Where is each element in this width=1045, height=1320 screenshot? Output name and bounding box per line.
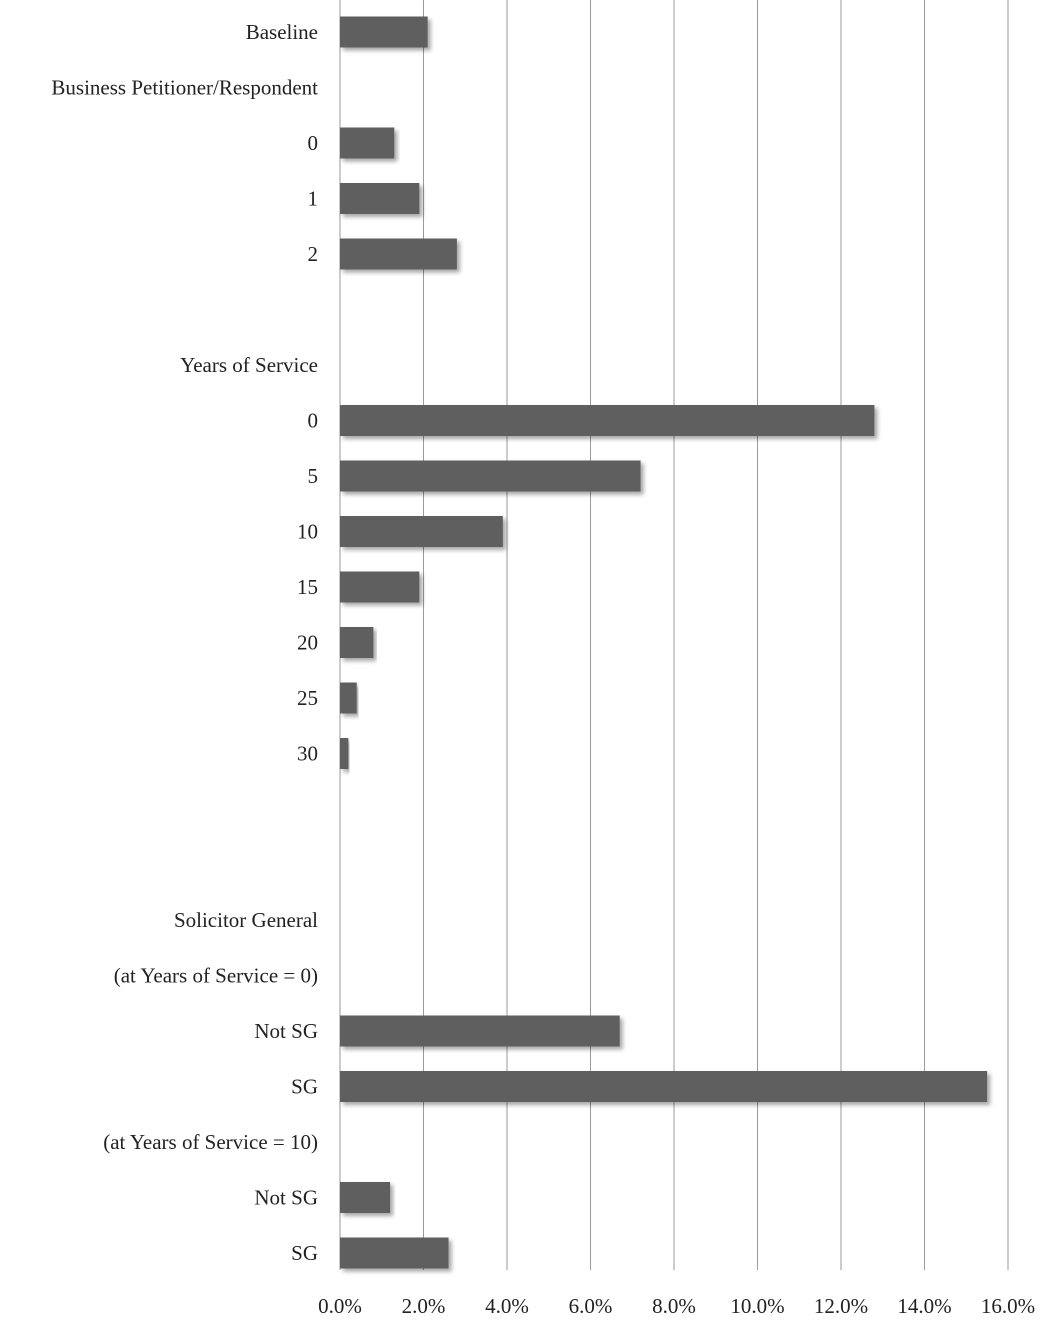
category-label: 25 xyxy=(297,686,318,710)
bar xyxy=(340,683,357,714)
bar xyxy=(340,128,394,159)
x-tick-label: 10.0% xyxy=(730,1294,785,1318)
bar xyxy=(340,572,419,603)
x-tick-label: 0.0% xyxy=(318,1294,362,1318)
category-label: 30 xyxy=(297,741,318,766)
category-label: (at Years of Service = 0) xyxy=(113,963,318,988)
bar xyxy=(340,1071,987,1102)
bar xyxy=(340,405,874,436)
x-tick-label: 12.0% xyxy=(813,1294,869,1318)
category-label: 20 xyxy=(297,630,318,655)
category-label: Years of Service xyxy=(180,353,318,377)
bar xyxy=(340,1238,449,1269)
category-label: Not SG xyxy=(254,1019,318,1043)
bar xyxy=(340,183,419,214)
bars xyxy=(340,17,987,1269)
category-label: 2 xyxy=(307,242,318,266)
bar xyxy=(340,516,503,547)
x-tick-label: 16.0% xyxy=(980,1294,1036,1318)
category-label: SG xyxy=(291,1074,318,1099)
bar xyxy=(340,239,457,270)
category-label: (at Years of Service = 10) xyxy=(103,1130,318,1154)
category-label: SG xyxy=(291,1241,318,1265)
category-label: Not SG xyxy=(254,1185,318,1210)
category-labels xyxy=(51,20,318,1265)
x-tick-label: 2.0% xyxy=(401,1294,446,1318)
x-tick-label: 8.0% xyxy=(652,1294,696,1318)
x-tick-label: 14.0% xyxy=(897,1294,952,1318)
x-axis-ticks xyxy=(318,1294,1035,1318)
category-label: 1 xyxy=(307,186,318,211)
category-label: 0 xyxy=(307,408,318,433)
category-label: Baseline xyxy=(245,20,318,44)
bar xyxy=(340,1016,620,1047)
category-label: 0 xyxy=(307,131,318,155)
category-label: Solicitor General xyxy=(173,908,318,932)
x-tick-label: 4.0% xyxy=(485,1294,529,1318)
category-label: 15 xyxy=(297,575,318,599)
category-label: 10 xyxy=(297,519,318,544)
bar xyxy=(340,461,641,492)
bar xyxy=(340,627,373,658)
x-tick-label: 6.0% xyxy=(568,1294,613,1318)
bar xyxy=(340,1182,390,1213)
bar xyxy=(340,17,428,48)
category-label: Business Petitioner/Respondent xyxy=(51,75,318,100)
category-label: 5 xyxy=(307,464,318,488)
bar xyxy=(340,738,348,769)
